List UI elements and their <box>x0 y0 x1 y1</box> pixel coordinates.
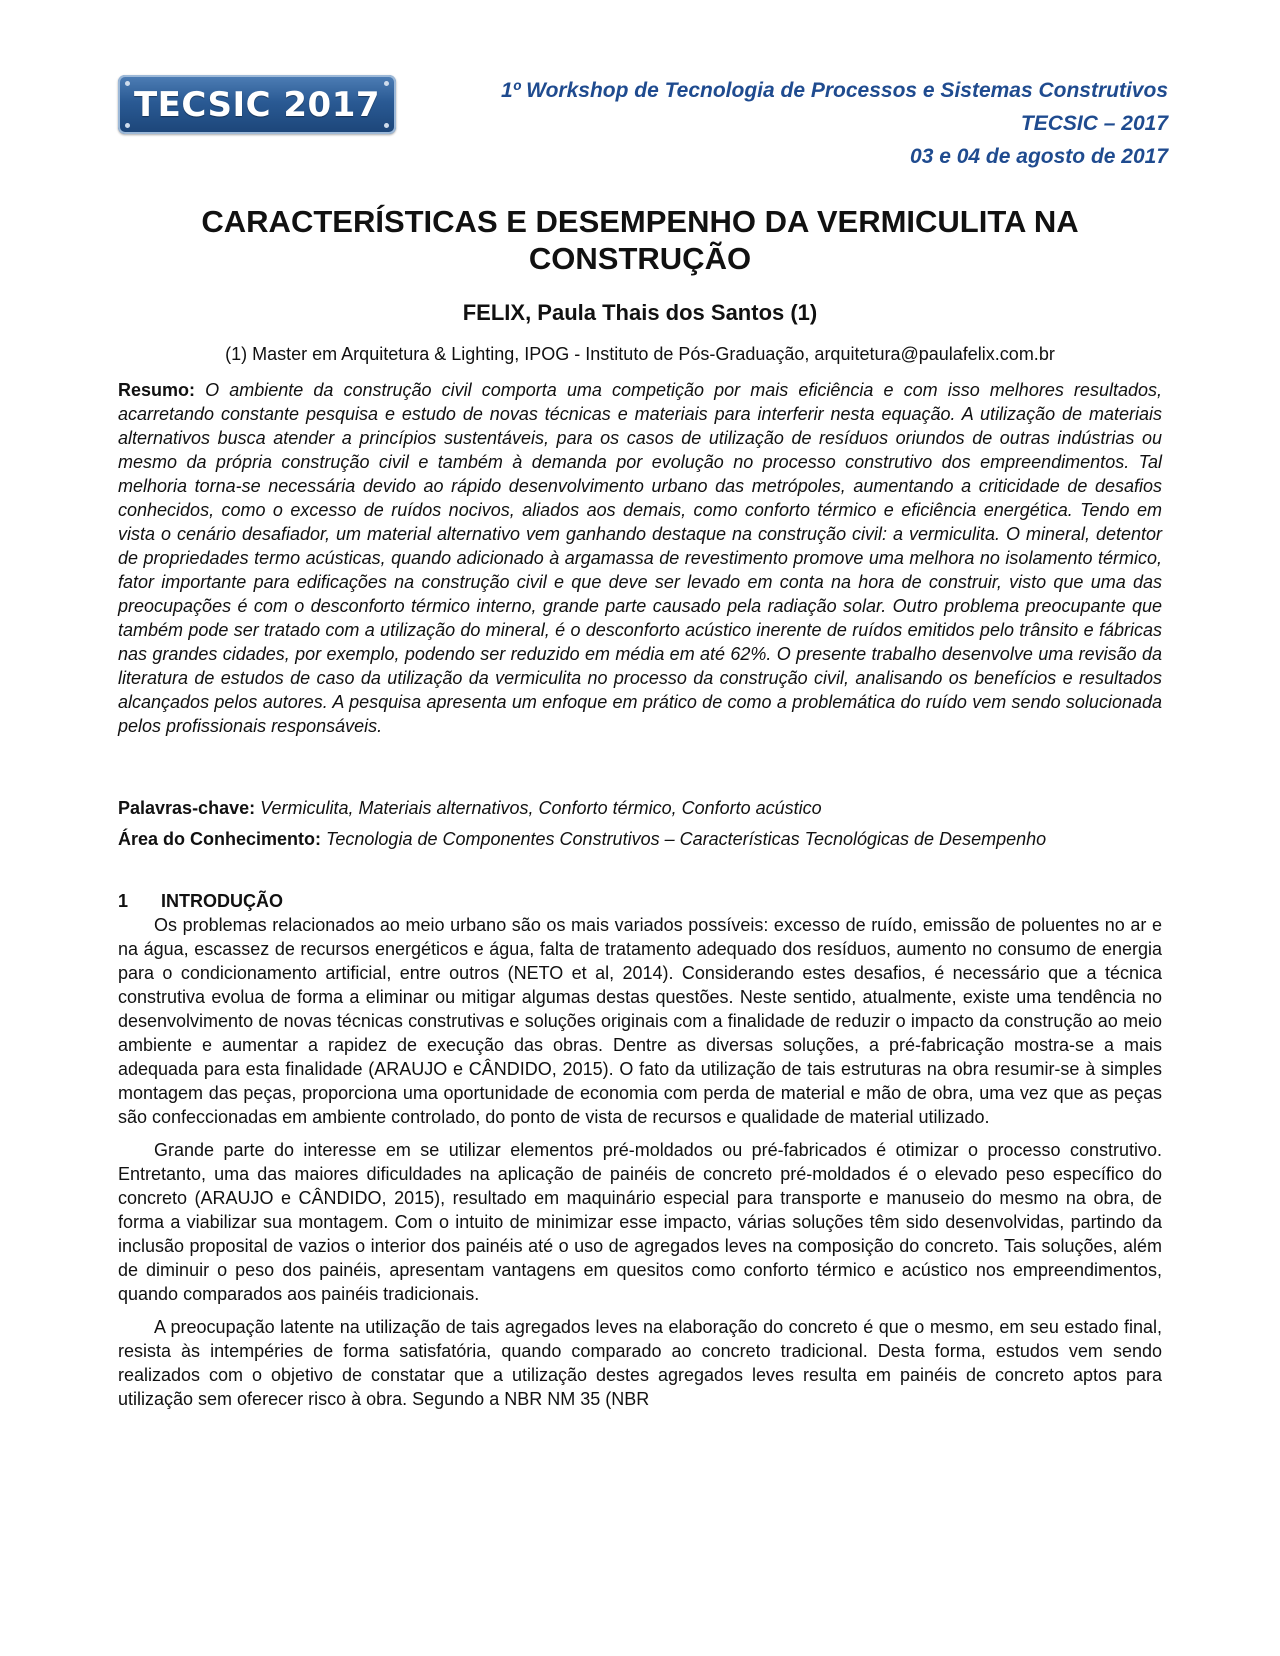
paragraph: Grande parte do interesse em se utilizar elementos pré-moldados ou pré-fabricados é otimizar o processo construtivo. Entretanto, uma das maiores dificuldades na aplicação de painéis de concreto pré-moldados é o elevado peso específico do concreto (ARAUJO e CÂNDIDO, 2015), resultado em maquinário especial para transporte e manuseio do mesmo na obra, de forma a viabilizar sua montagem. Com o intuito de minimizar esse impacto, várias soluções têm sido desenvolvidas, partindo da inclusão proposital de vazios o interior dos painéis até o uso de agregados leves na composição do concreto. Tais soluções, além de diminuir o peso dos painéis, apresentam vantagens em quesitos como conforto térmico e acústico nos empreendimentos, quando comparados aos painéis tradicionais. <box>118 1140 1162 1304</box>
keywords-label: Palavras-chave: <box>118 798 256 818</box>
abstract <box>118 378 1162 738</box>
tecsic-logo <box>118 75 396 134</box>
paragraph: A preocupação latente na utilização de tais agregados leves na elaboração do concreto é que o mesmo, em seu estado final, resista às intempéries de forma satisfatória, quando comparado ao concreto tradicional. Desta forma, estudos vem sendo realizados com o objetivo de constatar que a utilização destes agregados leves resulta em painéis de concreto aptos para utilização sem oferecer risco à obra. Segundo a NBR NM 35 (NBR <box>118 1317 1162 1409</box>
abstract-label: Resumo: <box>118 380 196 400</box>
knowledge-area-label: Área do Conhecimento: <box>118 829 322 849</box>
logo-text: TECSIC 2017 <box>133 84 381 125</box>
paper-title: CARACTERÍSTICAS E DESEMPENHO DA VERMICULITA NA CONSTRUÇÃO <box>201 204 1079 276</box>
paper-author: FELIX, Paula Thais dos Santos (1) <box>462 300 818 325</box>
author-affiliation: (1) Master em Arquitetura & Lighting, IPOG - Instituto de Pós-Graduação, arquitetura@paulafelix.com.br <box>225 344 1055 364</box>
paragraph: Os problemas relacionados ao meio urbano são os mais variados possíveis: excesso de ruído, emissão de poluentes no ar e na água, escassez de recursos energéticos e água, falta de tratamento adequado dos resíduos, aumento no consumo de energia para o condicionamento artificial, entre outros (NETO et al, 2014). Considerando estes desafios, é necessário que a técnica construtiva evolua de forma a eliminar ou mitigar algumas destas questões. Neste sentido, atualmente, existe uma tendência no desenvolvimento de novas técnicas construtivas e soluções originais com a finalidade de reduzir o impacto da construção ao meio ambiente e aumentar a rapidez de execução das obras. Dentre as diversas soluções, a pré-fabricação mostra-se a mais adequada para esta finalidade (ARAUJO e CÂNDIDO, 2015). O fato da utilização de tais estruturas na obra resumir-se à simples montagem das peças, proporciona uma oportunidade de economia com perda de material e mão de obra, uma vez que as peças são confeccionadas em ambiente controlado, do ponto de vista de recursos e qualidade de material utilizado. <box>118 915 1162 1127</box>
keywords <box>118 796 1162 820</box>
conference-header <box>501 74 1168 173</box>
keywords-text: Vermiculita, Materiais alternativos, Conforto térmico, Conforto acústico <box>260 798 822 818</box>
workshop-line: 1º Workshop de Tecnologia de Processos e Sistemas Construtivos <box>500 79 1168 102</box>
section-number: 1 <box>118 891 129 911</box>
abstract-text: O ambiente da construção civil comporta uma competição por mais eficiência e com isso melhores resultados, acarretando constante pesquisa e estudo de novas técnicas e materiais para interferir nesta equação. A utilização de materiais alternativos busca atender a princípios sustentáveis, para os casos de utilização de resíduos oriundos de outras indústrias ou mesmo da própria construção civil e também à demanda por evolução no processo construtivo dos empreendimentos. Tal melhoria torna-se necessária devido ao rápido desenvolvimento urbano das metrópoles, aumentando a criticidade de desafios conhecidos, como o excesso de ruídos nocivos, aliados aos demais, como conforto térmico e eficiência energética. Tendo em vista o cenário desafiador, um material alternativo vem ganhando destaque na construção civil: a vermiculita. O mineral, detentor de propriedades termo acústicas, quando adicionado à argamassa de revestimento promove uma melhora no isolamento térmico, fator importante para edificações na construção civil e que deve ser levado em conta na hora de construir, visto que uma das preocupações é com o desconforto térmico interno, grande parte causado pela radiação solar. Outro problema preocupante que também pode ser tratado com a utilização do mineral, é o desconforto acústico inerente de ruídos emitidos pelo trânsito e fábricas nas grandes cidades, por exemplo, podendo ser reduzido em média em até 62%. O presente trabalho desenvolve uma revisão da literatura de estudos de caso da utilização da vermiculita no processo da construção civil, analisando os benefícios e resultados alcançados pelos autores. A pesquisa apresenta um enfoque em prático de como a problemática do ruído vem sendo solucionada pelos profissionais responsáveis. <box>118 380 1162 736</box>
section-heading-introduction <box>118 891 283 912</box>
section-title: INTRODUÇÃO <box>161 891 283 911</box>
introduction-body <box>118 913 1162 1420</box>
event-line: TECSIC – 2017 <box>1020 112 1168 135</box>
date-line: 03 e 04 de agosto de 2017 <box>910 145 1168 168</box>
knowledge-area <box>118 827 1162 851</box>
knowledge-area-text: Tecnologia de Componentes Construtivos – Características Tecnológicas de Desempenho <box>326 829 1047 849</box>
